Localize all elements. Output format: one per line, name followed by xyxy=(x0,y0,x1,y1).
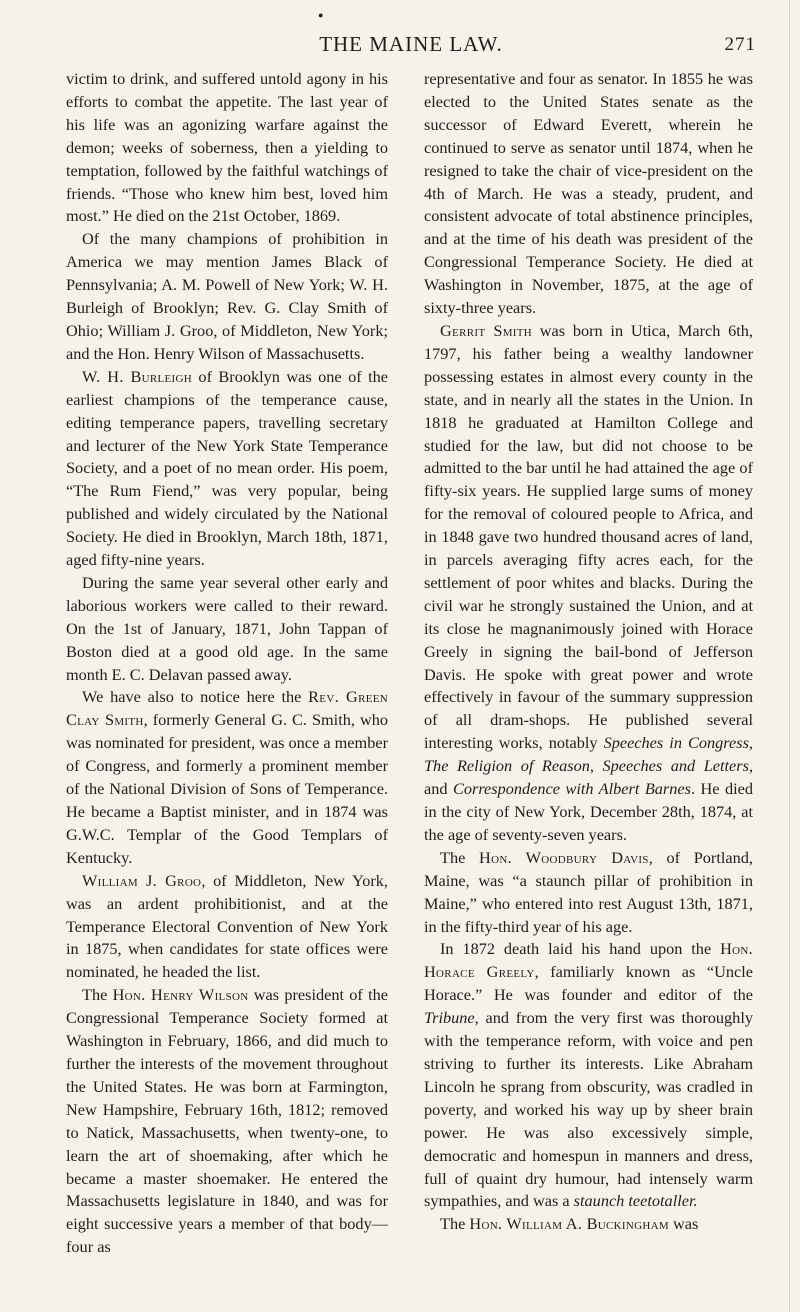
work-title-italic: The Religion of Reason xyxy=(424,756,590,776)
separator: , xyxy=(589,756,603,776)
paragraph-text: Of the many champions of prohibition in America we may mention James Black of Pennsylvania; A. M. Powell of New York; W. H. Burleigh of Brooklyn; Rev. G. Clay Smith of Ohio; William J. Groo, of Middleton, New York; and the Hon. Henry Wilson of Massachusetts. xyxy=(66,229,388,363)
name-smallcaps: William J. Groo xyxy=(82,870,202,890)
work-title-italic: Speeches and Letters xyxy=(602,756,749,776)
name-smallcaps: Hon. Horace Greely xyxy=(424,939,753,982)
name-smallcaps: Hon. William A. Buckingham xyxy=(469,1214,669,1234)
right-text-column xyxy=(424,68,753,1236)
paragraph-text: , and from the very first was thoroughly with the temperance reform, with voice and pen striving to further its interests. Like Abraham Lincoln he sprang from obscurity, was cradled in poverty, and worked his way up by sheer brain power. He was also excessively simple, democratic and homespun in manners and dress, full of quaint dry humour, had intensely warm sympathies, and was a xyxy=(424,1008,753,1211)
paragraph-text: was born in Utica, March 6th, 1797, his father being a wealthy landowner possessing estates in almost every county in the state, and in nearly all the states in the Union. In 1818 he graduated at Hamilton College and studied for the law, but did not choose to be admitted to the bar until he had attained the age of fifty-six years. He supplied large sums of money for the removal of coloured people to Africa, and in 1848 gave two hundred thousand acres of land, in parcels averaging fifty acres each, for the settlement of poor whites and blacks. During the civil war he strongly sustained the Union, and at its close he magnanimously joined with Horace Greely in signing the bail-bond of Jefferson Davis. He spoke with great power and wrote effectively in favour of the summary suppression of all dram-shops. He published several interesting works, notably xyxy=(424,320,753,753)
paragraph-text: The xyxy=(440,847,480,867)
name-smallcaps: Hon. Woodbury Davis xyxy=(479,847,649,867)
paragraph-text: We have also to notice here the xyxy=(82,687,309,707)
name-smallcaps: Rev. Green Clay Smith xyxy=(66,687,389,730)
paragraph-text: , of Portland, Maine, was “a staunch pillar of prohibition in Maine,” who entered into rest August 13th, 1871, in the fifty-third year of his age. xyxy=(424,847,753,936)
paragraph xyxy=(66,572,388,687)
paragraph xyxy=(424,320,753,847)
name-smallcaps: W. H. Burleigh xyxy=(82,366,192,386)
paragraph xyxy=(66,366,388,572)
name-smallcaps: Hon. Henry Wilson xyxy=(112,985,249,1005)
newspaper-italic: Tribune xyxy=(424,1008,475,1028)
paragraph xyxy=(66,870,388,985)
work-title-italic: Correspondence with Albert Barnes xyxy=(452,779,691,799)
paragraph-text: , formerly General G. C. Smith, who was nominated for president, was once a member of Congress, and formerly a prominent member of the National Division of Sons of Temperance. He became a Baptist minister, and in 1874 was G.W.C. Templar of the Good Templars of Kentucky. xyxy=(66,710,388,867)
paragraph-text: He died in the city of New York, December 28th, 1874, at the age of seventy-seven years. xyxy=(424,779,754,844)
paragraph-text: was xyxy=(668,1214,699,1234)
paragraph-text: , familiarly known as “Uncle Horace.” He was founder and editor of the xyxy=(424,962,753,1005)
separator: . xyxy=(690,779,696,799)
paragraph xyxy=(424,68,753,320)
page-number: 271 xyxy=(724,34,756,55)
paragraph xyxy=(424,1213,753,1236)
paragraph-text: During the same year several other early and laborious workers were called to their reward. On the 1st of January, 1871, John Tappan of Boston died at a good old age. In the same month E. C. Delavan passed away. xyxy=(66,572,388,684)
separator: , xyxy=(748,733,753,753)
name-smallcaps: Gerrit Smith xyxy=(440,320,533,340)
separator: , and xyxy=(424,756,754,799)
left-text-column xyxy=(66,68,388,1259)
running-header xyxy=(66,22,756,62)
work-title-italic: Speeches in Congress xyxy=(603,733,749,753)
page-edge-rule xyxy=(789,0,790,1312)
paragraph-text: The xyxy=(82,985,113,1005)
paragraph xyxy=(66,68,388,228)
paragraph-text: The xyxy=(440,1214,470,1234)
paragraph xyxy=(424,847,753,939)
paragraph xyxy=(66,228,388,365)
paragraph xyxy=(424,938,753,1213)
paragraph-text: In 1872 death laid his hand upon the xyxy=(440,939,721,959)
paragraph-text: was president of the Congressional Temperance Society formed at Washington in February, 1866, and did much to further the interests of the movement throughout the United States. He was born at Farmington, New Hampshire, February 16th, 1812; removed to Natick, Massachusetts, when twenty-one, to learn the art of shoemaking, after which he became a master shoemaker. He entered the Massachusetts legislature in 1840, and was for eight successive years a member of that body—four as xyxy=(66,985,388,1257)
paragraph xyxy=(66,686,388,869)
paragraph xyxy=(66,984,388,1259)
running-title: THE MAINE LAW. xyxy=(319,32,503,56)
paragraph-text: of Brooklyn was one of the earliest champions of the temperance cause, editing temperance papers, travelling secretary and lecturer of the New York State Temperance Society, and a poet of no mean order. His poem, “The Rum Fiend,” was very popular, being published and widely circulated by the National Society. He died in Brooklyn, March 18th, 1871, aged fifty-nine years. xyxy=(66,366,388,570)
paragraph-text: representative and four as senator. In 1855 he was elected to the United States senate as the successor of Edward Everett, wherein he continued to serve as senator until 1874, when he resigned to take the chair of vice-president on the 4th of March. He was a steady, prudent, and consistent advocate of total abstinence principles, and at the time of his death was president of the Congressional Temperance Society. He died at Washington in November, 1875, at the age of sixty-three years. xyxy=(424,69,753,318)
paragraph-text: , of Middleton, New York, was an ardent prohibitionist, and at the Temperance Electoral Convention of New York in 1875, when candidates for state offices were nominated, he headed the list. xyxy=(66,870,389,982)
print-speck: ● xyxy=(318,10,324,20)
paragraph-text: victim to drink, and suffered untold agony in his efforts to combat the appetite. The last year of his life was an agonizing warfare against the demon; weeks of soberness, then a yielding to temptation, followed by the faithful watchings of friends. “Those who knew him best, loved him most.” He died on the 21st October, 1869. xyxy=(66,69,388,226)
phrase-italic: staunch teetotaller. xyxy=(573,1191,698,1211)
